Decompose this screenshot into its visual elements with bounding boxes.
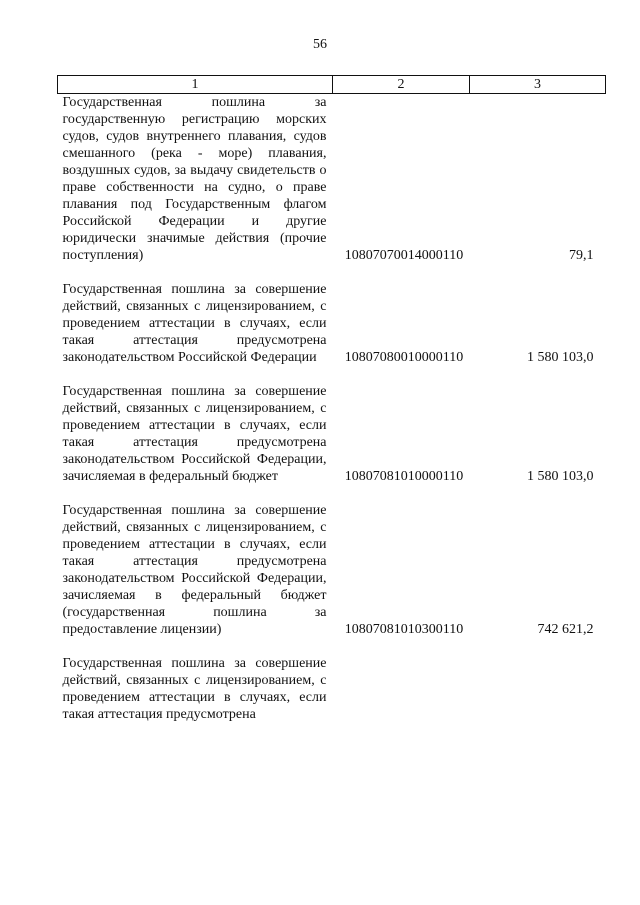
budget-revenue-table [57,75,606,723]
table-row [58,94,606,282]
revenue-description: Государственная пошлина за совершение действий, связанных с лицензированием, с проведением аттестации в случаях, если такая аттестация предусмотрена законодательством Российской Федерации, зачисляемая в федеральный бюджет (государственная пошлина за предоставление лицензии) [62,503,327,637]
budget-classification-code: 10807081010300110 [344,622,464,637]
budget-classification-code: 10807070014000110 [344,248,464,263]
revenue-description: Государственная пошлина за совершение действий, связанных с лицензированием, с проведением аттестации в случаях, если такая аттестация предусмотрена законодательством Российской Федерации [62,282,327,365]
column-header-3: 3 [470,76,606,94]
column-header-1: 1 [58,76,333,94]
table-row [58,655,606,723]
revenue-description: Государственная пошлина за совершение действий, связанных с лицензированием, с проведением аттестации в случаях, если такая аттестация предусмотрена [62,656,327,722]
revenue-description: Государственная пошлина за государственную регистрацию морских судов, судов внутреннего плавания, судов смешанного (река - море) плавания, воздушных судов, за выдачу свидетельств о праве собственности на судно, о праве плавания под Государственным флагом Российской Федерации и другие юридически значимые действия (прочие поступления) [62,95,327,263]
budget-classification-code: 10807081010000110 [344,469,464,484]
column-header-2: 2 [333,76,470,94]
table-row [58,383,606,502]
revenue-amount: 79,1 [569,248,594,263]
table-row [58,281,606,383]
revenue-amount: 742 621,2 [537,622,594,637]
revenue-amount: 1 580 103,0 [527,350,594,365]
table-header-row [58,76,606,94]
revenue-amount [470,655,606,723]
budget-classification-code: 10807080010000110 [344,350,464,365]
page-number: 56 [313,37,327,52]
table-row [58,502,606,655]
revenue-amount: 1 580 103,0 [527,469,594,484]
revenue-description: Государственная пошлина за совершение действий, связанных с лицензированием, с проведением аттестации в случаях, если такая аттестация предусмотрена законодательством Российской Федерации, зачисляемая в федеральный бюджет [62,384,327,484]
budget-classification-code [333,655,470,723]
